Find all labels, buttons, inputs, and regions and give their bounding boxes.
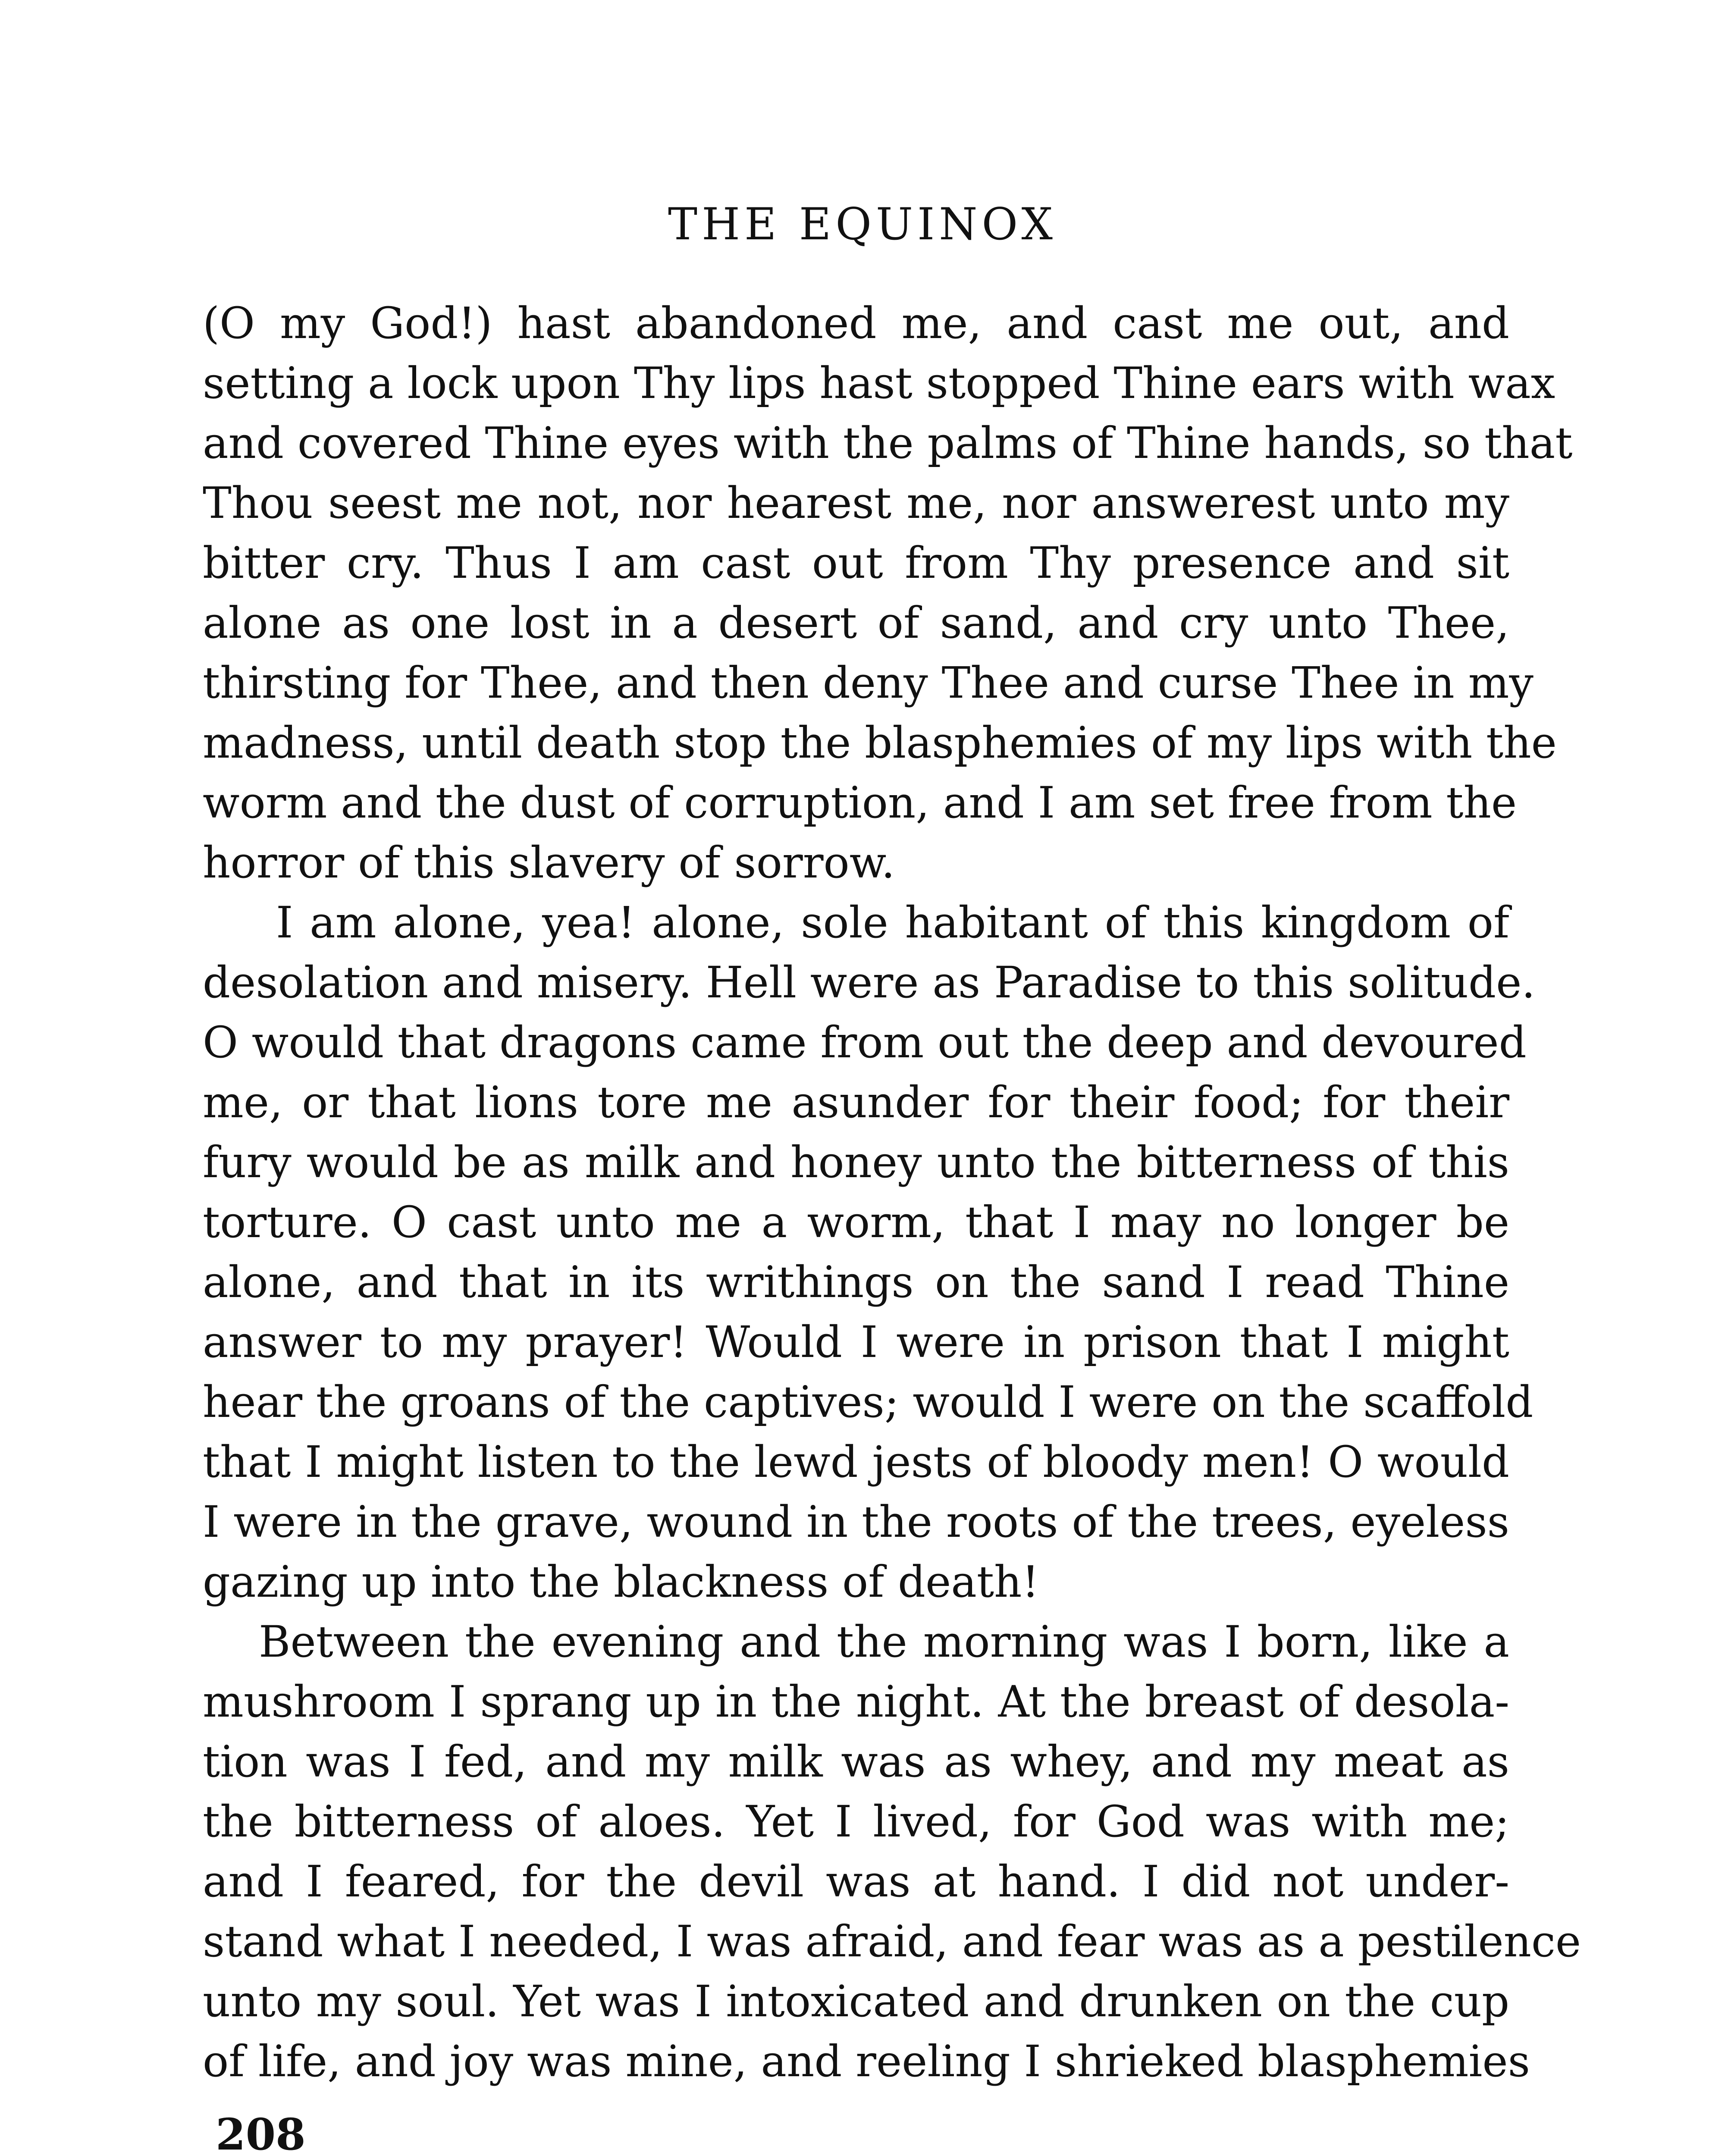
text-line: O would that dragons came from out the deep and devoured: [203, 1017, 1527, 1068]
body-text: [203, 293, 1581, 2091]
running-title: THE EQUINOX: [668, 199, 1057, 250]
text-line: torture. O cast unto me a worm, that I may no longer be: [203, 1197, 1509, 1247]
text-line: the bitterness of aloes. Yet I lived, for God was with me;: [203, 1796, 1509, 1847]
text-line: answer to my prayer! Would I were in prison that I might: [203, 1317, 1509, 1367]
text-line: horror of this slavery of sorrow.: [203, 837, 895, 888]
text-line: Thou seest me not, nor hearest me, nor answerest unto my: [203, 478, 1509, 528]
text-line: me, or that lions tore me asunder for their food; for their: [203, 1077, 1509, 1128]
text-line: unto my soul. Yet was I intoxicated and drunken on the cup: [203, 1976, 1509, 2027]
text-line: Between the evening and the morning was I born, like a: [259, 1617, 1509, 1667]
text-line: gazing up into the blackness of death!: [203, 1557, 1039, 1607]
text-line: madness, until death stop the blasphemies of my lips with the: [203, 718, 1557, 768]
text-line: worm and the dust of corruption, and I am set free from the: [203, 777, 1517, 828]
paragraph-3: [203, 1612, 1581, 2091]
text-line: and covered Thine eyes with the palms of Thine hands, so that: [203, 418, 1573, 468]
text-line: fury would be as milk and honey unto the bitterness of this: [203, 1137, 1509, 1188]
text-line: thirsting for Thee, and then deny Thee and curse Thee in my: [203, 658, 1534, 708]
text-line: alone, and that in its writhings on the sand I read Thine: [203, 1257, 1509, 1307]
paragraph-2: [203, 893, 1536, 1612]
page-number: 208: [216, 2109, 306, 2156]
text-line: desolation and misery. Hell were as Paradise to this solitude.: [203, 957, 1536, 1008]
text-line: I were in the grave, wound in the roots of the trees, eyeless: [203, 1497, 1509, 1547]
text-line: hear the groans of the captives; would I were on the scaffold: [203, 1377, 1534, 1427]
text-line: alone as one lost in a desert of sand, and cry unto Thee,: [203, 598, 1509, 648]
text-line: mushroom I sprang up in the night. At the breast of desola-: [203, 1677, 1509, 1727]
text-line: of life, and joy was mine, and reeling I shrieked blasphemies: [203, 2036, 1530, 2087]
text-line: I am alone, yea! alone, sole habitant of this kingdom of: [276, 897, 1509, 948]
text-line: and I feared, for the devil was at hand. I did not under-: [203, 1856, 1509, 1907]
text-line: setting a lock upon Thy lips hast stopped Thine ears with wax: [203, 358, 1556, 408]
text-line: tion was I fed, and my milk was as whey, and my meat as: [203, 1736, 1509, 1787]
text-line: bitter cry. Thus I am cast out from Thy presence and sit: [203, 538, 1509, 588]
text-line: (O my God!) hast abandoned me, and cast me out, and: [203, 298, 1509, 348]
text-line: that I might listen to the lewd jests of bloody men! O would: [203, 1437, 1509, 1487]
paragraph-1: [203, 293, 1573, 893]
text-line: stand what I needed, I was afraid, and fear was as a pestilence: [203, 1916, 1581, 1967]
